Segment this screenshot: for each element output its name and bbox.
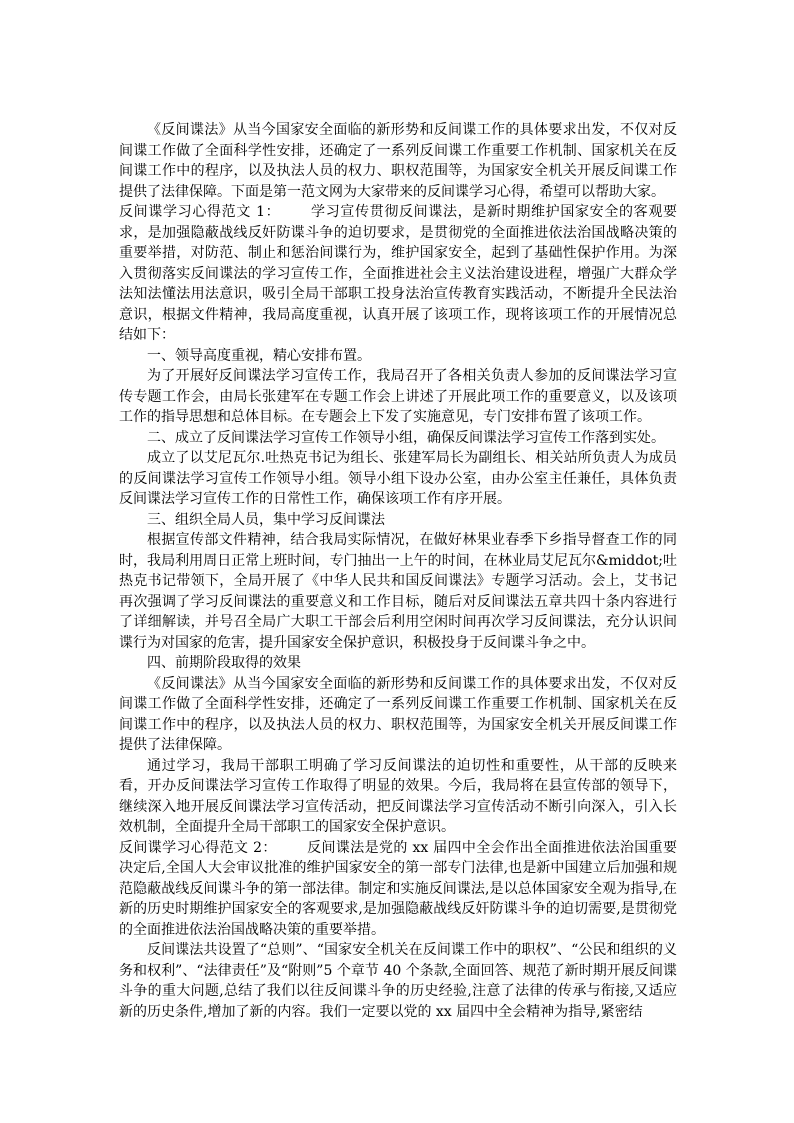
intro-paragraph: 《反间谍法》从当今国家安全面临的新形势和反间谍工作的具体要求出发，不仅对反间谍工作做了全面科学性安排，还确定了一系列反间谍工作重要工作机制、国家机关在反间谍工作中的程序，以及执法人员的权力、职权范围等，为国家安全机关开展反间谍工作提供了法律保障。下面是第一范文网为大家带来的反间谍学习心得，希望可以帮助大家。 xyxy=(119,122,677,200)
document-body xyxy=(119,120,677,1022)
paragraph-5: 通过学习，我局干部职工明确了学习反间谍法的迫切性和重要性，从干部的反映来看，开办反间谍法学习宣传工作取得了明显的效果。今后，我局将在县宣传部的领导下，继续深入地开展反间谍法学习宣传活动，把反间谍法学习宣传活动不断引向深入，引入长效机制，全面提升全局干部职工的国家安全保护意识。 xyxy=(119,757,677,835)
paragraph-3: 根据宣传部文件精神，结合我局实际情况，在做好林果业春季下乡指导督查工作的同时，我局利用周日正常上班时间，专门抽出一上午的时间，在林业局艾尼瓦尔&middot;吐热克书记带领下，全局开展了《中华人民共和国反间谍法》专题学习活动。会上，艾书记再次强调了学习反间谍法的重要意义和工作目标，随后对反间谍法五章共四十条内容进行了详细解读，并号召全局广大职工干部会后利用空闲时间再次学习反间谍法，充分认识间谍行为对国家的危害，提升国家安全保护意识，积极投身于反间谍斗争之中。 xyxy=(119,532,677,651)
paragraph-2: 成立了以艾尼瓦尔.吐热克书记为组长、张建军局长为副组长、相关站所负责人为成员的反间谍法学习宣传工作领导小组。领导小组下设办公室，由办公室主任兼任，具体负责反间谍法学习宣传工作的日常性工作，确保该项工作有序开展。 xyxy=(119,450,677,507)
paragraph-6: 反间谍法共设置了“总则”、“国家安全机关在反间谍工作中的职权”、“公民和组织的义务和权利”、“法律责任”及“附则”5 个章节 40 个条款,全面回答、规范了新时期开展反间谍斗争的重大问题,总结了我们以往反间谍斗争的历史经验,注意了法律的传承与衔接,又适应新的历史条件,增加了新的内容。我们一定要以党的 xx 届四中全会精神为指导,紧密结 xyxy=(119,942,677,1020)
heading-1: 一、领导高度重视，精心安排布置。 xyxy=(147,347,371,364)
sample-2-paragraph xyxy=(119,838,677,941)
sample-1-paragraph xyxy=(119,202,677,346)
heading-2: 二、成立了反间谍法学习宣传工作领导小组，确保反间谍法学习宣传工作落到实处。 xyxy=(147,429,665,446)
sample-1-text: 学习宣传贯彻反间谍法，是新时期维护国家安全的客观要求，是加强隐蔽战线反奸防谍斗争的迫切要求，是贯彻党的全面推进依法治国战略决策的重要举措，对防范、制止和惩治间谍行为，维护国家安全，起到了基础性保护作用。为深入贯彻落实反间谍法的学习宣传工作，全面推进社会主义法治建设进程，增强广大群众学法知法懂法用法意识，吸引全局干部职工投身法治宣传教育实践活动，不断提升全民法治意识，根据文件精神，我局高度重视，认真开展了该项工作，现将该项工作的开展情况总结如下： xyxy=(119,204,678,343)
sample-1-label: 反间谍学习心得范文 1： xyxy=(119,204,281,220)
paragraph-1: 为了开展好反间谍法学习宣传工作，我局召开了各相关负责人参加的反间谍法学习宣传专题工作会，由局长张建军在专题工作会上讲述了开展此项工作的重要意义，以及该项工作的指导思想和总体目标。在专题会上下发了实施意见，专门安排布置了该项工作。 xyxy=(119,368,677,425)
heading-3: 三、组织全局人员，集中学习反间谍法 xyxy=(147,511,385,528)
paragraph-4: 《反间谍法》从当今国家安全面临的新形势和反间谍工作的具体要求出发，不仅对反间谍工作做了全面科学性安排，还确定了一系列反间谍工作重要工作机制、国家机关在反间谍工作中的程序，以及执法人员的权力、职权范围等，为国家安全机关开展反间谍工作提供了法律保障。 xyxy=(119,675,677,753)
heading-4: 四、前期阶段取得的效果 xyxy=(147,655,301,671)
sample-2-label: 反间谍学习心得范文 2： xyxy=(119,839,277,856)
sample-2-text: 反间谍法是党的 xx 届四中全会作出全面推进依法治国重要决定后,全国人大会审议批准的维护国家安全的第一部专门法律,也是新中国建立后加强和规范隐蔽战线反间谍斗争的第一部法律。制定和实施反间谍法,是以总体国家安全观为指导,在新的历史时期维护国家安全的客观要求,是加强隐蔽战线反奸防谍斗争的迫切需要,是贯彻党的全面推进依法治国战略决策的重要举措。 xyxy=(119,839,677,938)
